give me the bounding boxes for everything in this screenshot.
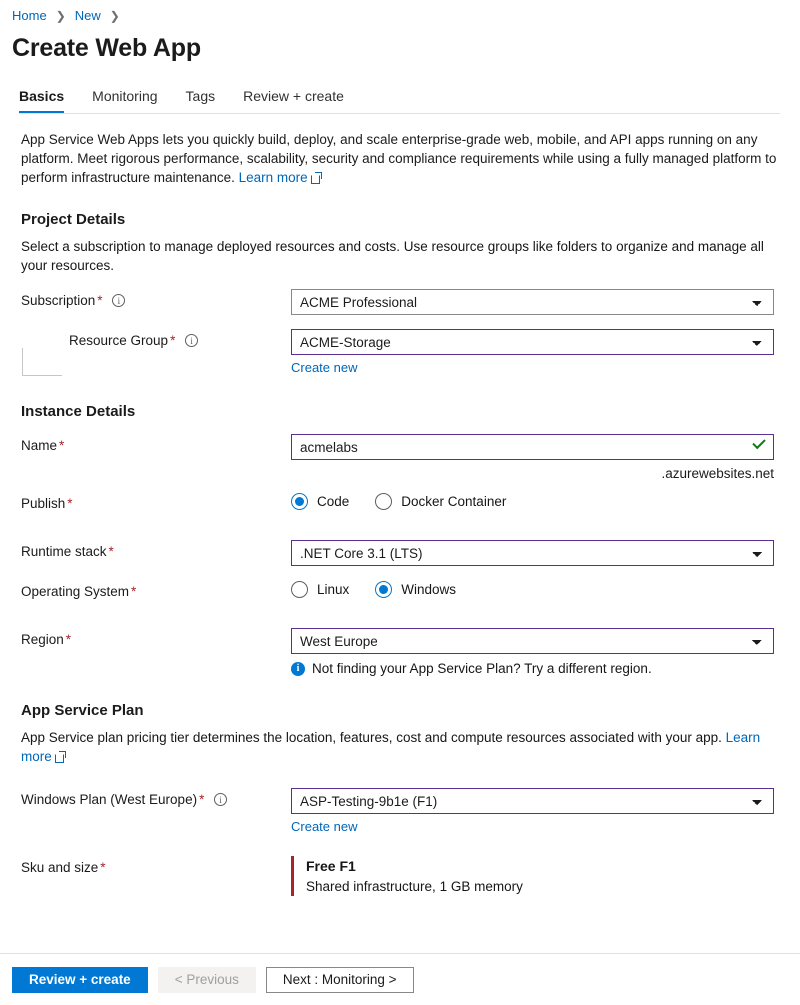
page-title: Create Web App [12, 34, 201, 62]
region-row [21, 628, 778, 676]
windows-plan-create-new-wrap [291, 819, 774, 834]
external-link-icon [55, 752, 65, 762]
review-create-button[interactable]: Review + create [12, 967, 148, 993]
required-asterisk: * [108, 544, 114, 559]
previous-button: < Previous [158, 967, 256, 993]
publish-radio-docker[interactable] [375, 493, 506, 510]
tab-basics[interactable]: Basics [19, 88, 64, 113]
app-service-plan-description [21, 728, 778, 766]
external-link-icon [311, 173, 321, 183]
radio-dot-icon [291, 581, 308, 598]
region-field [291, 628, 774, 676]
runtime-stack-label-text: Runtime stack [21, 544, 107, 559]
next-monitoring-button[interactable]: Next : Monitoring > [266, 967, 414, 993]
required-asterisk: * [199, 792, 205, 807]
breadcrumb-item-new[interactable]: New [74, 8, 101, 23]
runtime-stack-select[interactable] [291, 540, 774, 566]
sku-label [21, 856, 291, 875]
operating-system-label [21, 580, 291, 599]
region-label-text: Region [21, 632, 64, 647]
info-icon[interactable]: i [185, 334, 198, 347]
publish-label-text: Publish [21, 496, 66, 511]
region-note-text: Not finding your App Service Plan? Try a different region. [312, 661, 652, 676]
app-service-plan-heading: App Service Plan [21, 702, 144, 719]
resource-group-select[interactable] [291, 329, 774, 355]
app-service-plan-description-text: App Service plan pricing tier determines the location, features, cost and compute resources associated with your app. [21, 730, 722, 745]
resource-group-create-new-wrap [291, 360, 774, 375]
tab-review-create[interactable]: Review + create [243, 88, 344, 104]
instance-details-heading: Instance Details [21, 403, 136, 420]
resource-group-label-text: Resource Group [69, 333, 169, 348]
tab-divider [19, 113, 780, 114]
sku-field [291, 856, 774, 896]
sku-title: Free F1 [306, 858, 356, 874]
required-asterisk: * [65, 632, 72, 647]
subscription-row [21, 289, 778, 315]
region-note [291, 661, 774, 676]
sku-label-text: Sku and size [21, 860, 99, 875]
runtime-stack-row [21, 540, 778, 566]
intro-learn-more-link[interactable]: Learn more [238, 170, 308, 185]
operating-system-label-text: Operating System [21, 584, 130, 599]
tab-tags[interactable]: Tags [185, 88, 216, 104]
tab-monitoring[interactable]: Monitoring [92, 88, 158, 104]
intro-text: App Service Web Apps lets you quickly build, deploy, and scale enterprise-grade web, mobile, and API apps running on any platform. Meet rigorous performance, scalability, security and compliance requirements while using a fully managed platform to perform infrastructure maintenance. [21, 132, 777, 185]
os-option-windows-label: Windows [401, 582, 457, 597]
radio-dot-icon [375, 581, 392, 598]
os-radio-linux[interactable] [291, 581, 349, 598]
publish-row [21, 492, 778, 518]
os-option-linux-label: Linux [317, 582, 350, 597]
sku-row [21, 856, 778, 896]
radio-dot-icon [291, 493, 308, 510]
subscription-label-text: Subscription [21, 293, 96, 308]
breadcrumb-item-home[interactable]: Home [12, 8, 47, 23]
name-row [21, 434, 778, 481]
runtime-stack-field [291, 540, 774, 566]
windows-plan-select[interactable] [291, 788, 774, 814]
publish-label [21, 492, 291, 511]
radio-dot-icon [375, 493, 392, 510]
publish-field [291, 492, 774, 510]
name-domain-suffix: .azurewebsites.net [661, 466, 774, 481]
region-label [21, 628, 291, 647]
required-asterisk: * [97, 293, 103, 308]
footer-bar [0, 953, 800, 1005]
required-asterisk: * [131, 584, 137, 599]
tab-bar [19, 88, 800, 113]
windows-plan-label-text: Windows Plan (West Europe) [21, 792, 198, 807]
subscription-label [21, 289, 291, 308]
project-details-heading: Project Details [21, 211, 126, 228]
sku-description: Shared infrastructure, 1 GB memory [306, 879, 523, 894]
os-radio-windows[interactable] [375, 581, 456, 598]
resource-group-create-new-link[interactable]: Create new [291, 360, 358, 375]
sku-summary[interactable] [291, 856, 774, 896]
required-asterisk: * [170, 333, 176, 348]
subscription-field [291, 289, 774, 315]
publish-radio-code[interactable] [291, 493, 349, 510]
intro-paragraph [21, 130, 778, 187]
windows-plan-field [291, 788, 774, 834]
publish-option-docker-label: Docker Container [401, 494, 507, 509]
region-select[interactable] [291, 628, 774, 654]
resource-group-row [21, 329, 778, 375]
name-field [291, 434, 774, 481]
breadcrumb-chevron-icon: ❯ [109, 8, 120, 23]
breadcrumb [0, 0, 800, 23]
breadcrumb-chevron-icon: ❯ [55, 8, 66, 23]
app-service-plan-learn-more-link[interactable]: Learn more [21, 730, 761, 764]
publish-radio-group [291, 492, 774, 510]
info-circle-icon: i [291, 662, 305, 676]
project-details-description: Select a subscription to manage deployed resources and costs. Use resource groups like folders to organize and manage all your resources. [21, 239, 764, 273]
windows-plan-create-new-link[interactable]: Create new [291, 819, 358, 834]
resource-group-field [291, 329, 774, 375]
windows-plan-label [21, 788, 291, 807]
required-asterisk: * [100, 860, 106, 875]
resource-group-tree-connector [22, 348, 62, 376]
required-asterisk: * [67, 496, 73, 511]
operating-system-radio-group [291, 580, 774, 598]
windows-plan-row [21, 788, 778, 834]
subscription-select[interactable] [291, 289, 774, 315]
name-input-wrap [291, 434, 774, 460]
runtime-stack-label [21, 540, 291, 559]
name-label [21, 434, 291, 453]
required-asterisk: * [59, 438, 65, 453]
name-label-text: Name [21, 438, 58, 453]
operating-system-row [21, 580, 778, 606]
publish-option-code-label: Code [317, 494, 350, 509]
info-icon[interactable]: i [112, 294, 125, 307]
resource-group-label [21, 329, 291, 348]
operating-system-field [291, 580, 774, 598]
info-icon[interactable]: i [214, 793, 227, 806]
name-input[interactable] [291, 434, 774, 460]
